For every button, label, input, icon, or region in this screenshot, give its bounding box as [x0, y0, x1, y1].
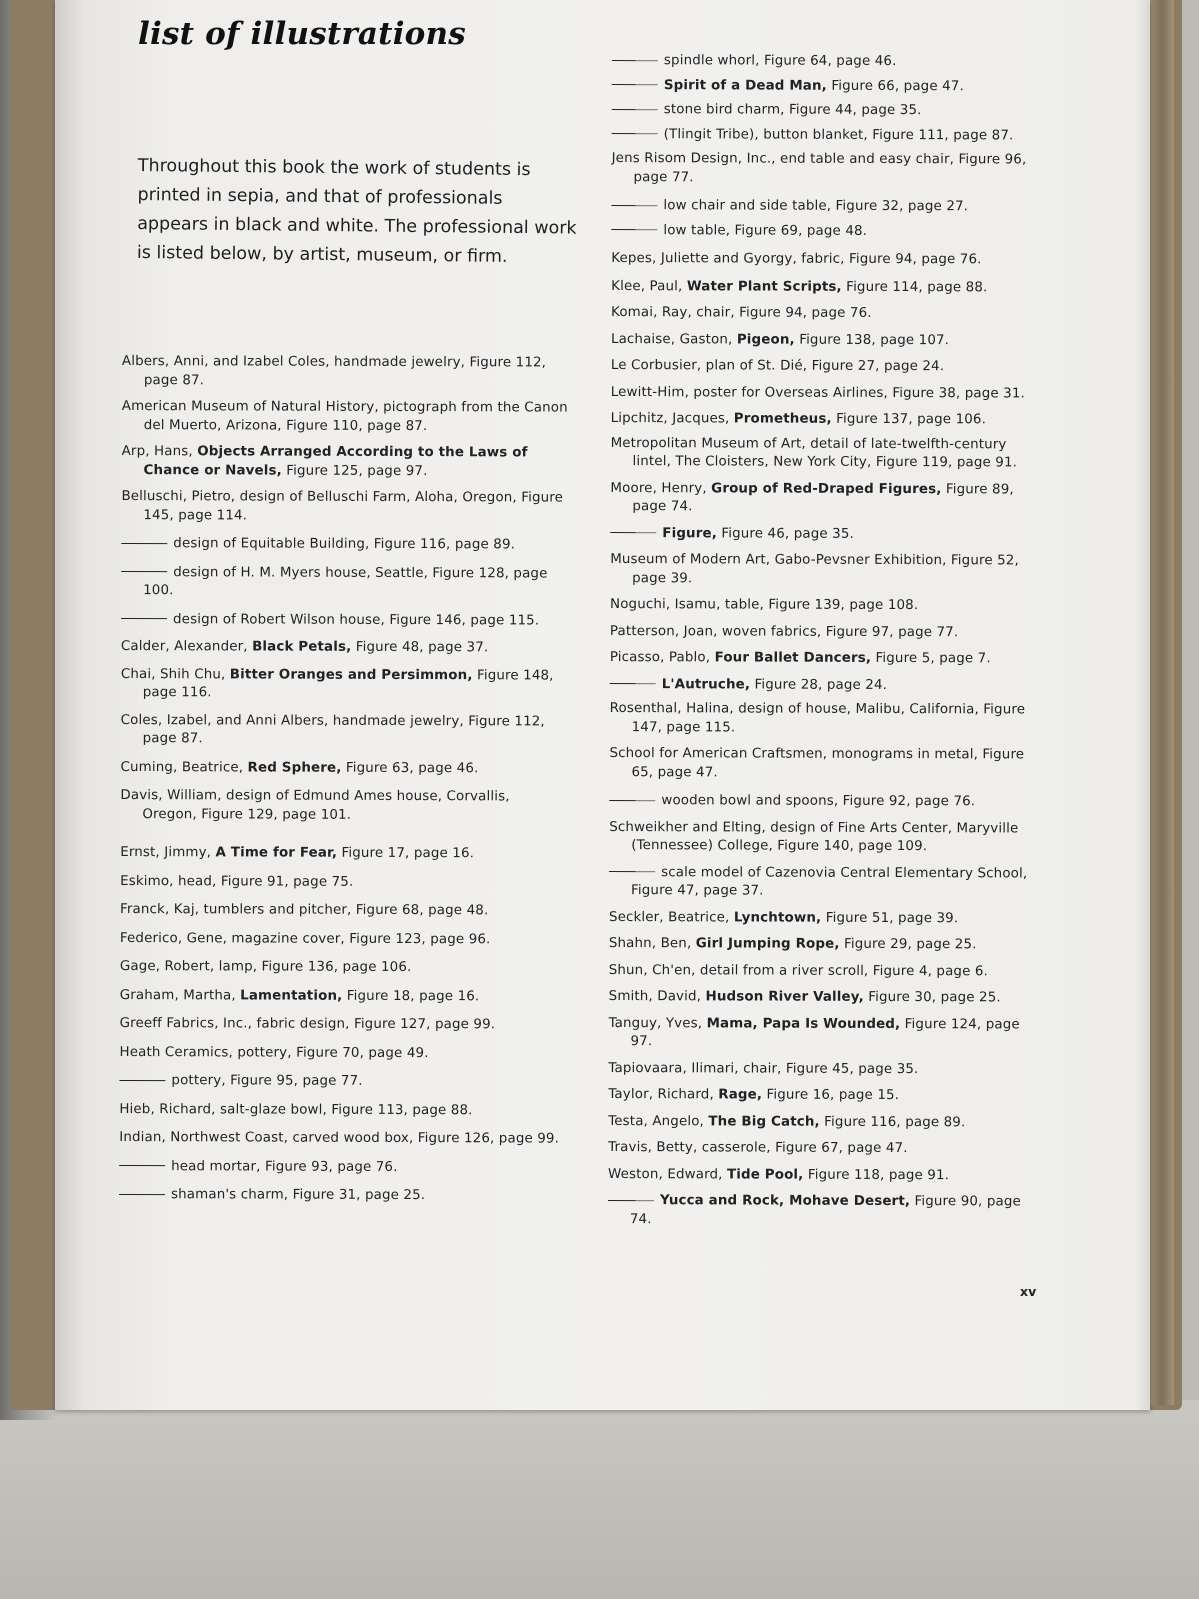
- entry-plain-text: Lewitt-Him, poster for Overseas Airlines, Figure 38, page 31.: [610, 384, 1025, 401]
- entry-reference: Figure 148, page 116.: [142, 667, 554, 701]
- list-item: [611, 250, 1043, 270]
- entry-plain-text: Kepes, Juliette and Gyorgy, fabric, Figure 94, page 76.: [611, 250, 982, 268]
- list-item: [608, 1139, 1040, 1159]
- entry-reference: Figure 16, page 15.: [762, 1087, 900, 1104]
- work-title: Prometheus,: [733, 411, 832, 427]
- entry-text: [611, 330, 1043, 350]
- book-spine-edge: [1150, 0, 1174, 1405]
- entry-text: [611, 221, 1043, 241]
- ditto-rule: [612, 84, 658, 85]
- list-item: [121, 638, 569, 658]
- list-item: [609, 818, 1041, 857]
- entry-plain-text: Tapiovaara, Ilimari, chair, Figure 45, page 35.: [608, 1060, 919, 1077]
- entry-plain-text: Eskimo, head, Figure 91, page 75.: [120, 873, 354, 890]
- work-title: Red Sphere,: [247, 759, 342, 776]
- list-item: [611, 410, 1043, 430]
- list-item: [608, 1165, 1040, 1185]
- entry-reference: Figure 48, page 37.: [351, 639, 489, 656]
- work-title: Lamentation,: [240, 987, 343, 1004]
- list-item: [612, 150, 1044, 189]
- entry-text: [610, 524, 1042, 544]
- list-item: [611, 197, 1043, 217]
- entry-text: [610, 675, 1042, 695]
- list-item: [119, 1072, 567, 1092]
- entry-text: [611, 197, 1043, 217]
- list-item: [121, 610, 569, 630]
- entry-text: [119, 1072, 567, 1092]
- entry-text: [119, 1157, 567, 1177]
- entry-plain-text: Smith, David,: [608, 988, 706, 1005]
- list-item: [608, 1112, 1040, 1132]
- entry-text: [119, 1186, 567, 1206]
- work-title: Mama, Papa Is Wounded,: [706, 1015, 901, 1032]
- entry-text: [120, 844, 568, 864]
- entry-plain-text: Franck, Kaj, tumblers and pitcher, Figure 68, page 48.: [120, 901, 489, 919]
- ditto-rule: [609, 871, 655, 872]
- entry-text: [119, 1043, 567, 1063]
- list-item: [609, 745, 1041, 784]
- entry-text: [120, 787, 568, 826]
- entry-text: [120, 958, 568, 978]
- entry-text: [611, 277, 1043, 297]
- intro-paragraph: Throughout this book the work of students is printed in sepia, and that of professionals appears in black and white. The professional work is listed below, by artist, museum, or firm.: [136, 155, 577, 267]
- ditto-rule: [119, 1193, 165, 1194]
- ditto-rule: [610, 532, 656, 533]
- entry-text: [610, 649, 1042, 669]
- entry-text: [610, 622, 1042, 642]
- ditto-rule: [610, 683, 656, 684]
- list-item: [119, 1043, 567, 1063]
- entry-text: [612, 101, 1044, 121]
- entry-plain-text: shaman's charm, Figure 31, page 25.: [171, 1187, 426, 1204]
- list-item: [120, 758, 568, 778]
- list-item: [122, 353, 570, 392]
- entry-plain-text: pottery, Figure 95, page 77.: [171, 1073, 363, 1089]
- list-item: [609, 988, 1041, 1008]
- list-item: [611, 277, 1043, 297]
- list-item: [609, 908, 1041, 928]
- list-item: [608, 1014, 1040, 1053]
- entry-plain-text: Gage, Robert, lamp, Figure 136, page 106.: [119, 958, 412, 976]
- entry-text: [609, 818, 1041, 857]
- entry-text: [611, 304, 1043, 324]
- entry-plain-text: Schweikher and Elting, design of Fine Arts Center, Maryville (Tennessee) College, Figure 140, page 109.: [609, 819, 1019, 855]
- entry-plain-text: Taylor, Richard,: [608, 1086, 719, 1103]
- list-item: [122, 398, 570, 437]
- entry-plain-text: Greeff Fabrics, Inc., fabric design, Figure 127, page 99.: [119, 1015, 496, 1033]
- entry-text: [612, 52, 1044, 72]
- work-title: Water Plant Scripts,: [686, 278, 842, 295]
- entry-reference: Figure 63, page 46.: [341, 760, 479, 776]
- entry-text: [608, 1192, 1040, 1231]
- entry-plain-text: Picasso, Pablo,: [609, 649, 715, 666]
- entry-reference: Figure 114, page 88.: [841, 279, 988, 295]
- entry-text: [608, 1112, 1040, 1132]
- list-item: [609, 863, 1041, 902]
- entry-text: [119, 1129, 567, 1149]
- entry-reference: Figure 66, page 47.: [826, 78, 964, 94]
- entry-reference: Figure 124, page 97.: [630, 1016, 1020, 1050]
- entry-plain-text: Chai, Shih Chu,: [120, 666, 230, 682]
- entry-text: [608, 1014, 1040, 1053]
- list-item: [608, 1192, 1040, 1231]
- work-title: Lynchtown,: [733, 909, 822, 926]
- work-title: A Time for Fear,: [215, 845, 338, 861]
- entry-plain-text: design of H. M. Myers house, Seattle, Figure 128, page 100.: [143, 564, 548, 599]
- list-item: [611, 434, 1043, 473]
- work-title: L'Autruche,: [661, 676, 751, 692]
- entry-reference: Figure 137, page 106.: [831, 411, 987, 428]
- entry-plain-text: School for American Craftsmen, monograms in metal, Figure 65, page 47.: [609, 745, 1025, 780]
- ditto-rule: [612, 59, 658, 60]
- entry-plain-text: wooden bowl and spoons, Figure 92, page 76.: [661, 793, 976, 810]
- table-surface: [0, 1400, 1199, 1599]
- list-item: [612, 76, 1044, 96]
- ditto-rule: [121, 542, 167, 543]
- list-item: [121, 711, 569, 750]
- entry-plain-text: Le Corbusier, plan of St. Dié, Figure 27, page 24.: [610, 357, 945, 375]
- work-title: Figure,: [662, 525, 718, 541]
- entry-plain-text: Federico, Gene, magazine cover, Figure 123, page 96.: [119, 930, 491, 947]
- entry-plain-text: Noguchi, Isamu, table, Figure 139, page 108.: [610, 596, 919, 614]
- list-item: [609, 792, 1041, 812]
- list-item: [121, 488, 569, 527]
- page-title: list of illustrations: [138, 16, 466, 52]
- entry-text: [611, 250, 1043, 270]
- entry-plain-text: Klee, Paul,: [611, 278, 687, 294]
- entry-plain-text: Hieb, Richard, salt-glaze bowl, Figure 113, page 88.: [119, 1101, 473, 1118]
- entry-plain-text: Calder, Alexander,: [120, 638, 253, 655]
- entry-plain-text: Testa, Angelo,: [608, 1113, 709, 1129]
- entry-plain-text: Komai, Ray, chair, Figure 94, page 76.: [611, 304, 872, 321]
- ditto-rule: [611, 204, 657, 205]
- entry-plain-text: Davis, William, design of Edmund Ames house, Corvallis, Oregon, Figure 129, page 101.: [120, 787, 510, 823]
- entry-plain-text: head mortar, Figure 93, page 76.: [171, 1158, 398, 1175]
- entry-text: [610, 479, 1042, 518]
- entry-plain-text: stone bird charm, Figure 44, page 35.: [663, 102, 922, 119]
- list-item: [609, 935, 1041, 955]
- entry-text: [610, 700, 1042, 739]
- list-item: [120, 986, 568, 1006]
- list-item: [119, 1129, 567, 1149]
- entry-plain-text: Cuming, Beatrice,: [120, 759, 248, 775]
- entry-text: [119, 1100, 567, 1120]
- entry-plain-text: Heath Ceramics, pottery, Figure 70, page 49.: [119, 1044, 429, 1061]
- entry-plain-text: design of Robert Wilson house, Figure 146, page 115.: [173, 611, 540, 628]
- entry-text: [610, 596, 1042, 616]
- list-item: [610, 524, 1042, 544]
- entry-text: [609, 745, 1041, 784]
- entry-reference: Figure 5, page 7.: [871, 650, 991, 667]
- entry-plain-text: Tanguy, Yves,: [608, 1015, 707, 1031]
- entry-plain-text: low chair and side table, Figure 32, page 27.: [663, 198, 969, 215]
- entry-text: [609, 988, 1041, 1008]
- work-title: Group of Red-Draped Figures,: [711, 480, 942, 497]
- entry-plain-text: American Museum of Natural History, pictograph from the Canon del Muerto, Arizona, Figure 110, page 87.: [121, 398, 568, 434]
- ditto-rule: [612, 133, 658, 134]
- list-item: [610, 675, 1042, 695]
- entry-text: [608, 1139, 1040, 1159]
- entry-reference: Figure 29, page 25.: [839, 936, 977, 953]
- illustration-list-right: [608, 44, 1044, 1231]
- entry-text: [120, 872, 568, 892]
- entry-text: [611, 357, 1043, 377]
- entry-plain-text: Seckler, Beatrice,: [608, 909, 734, 925]
- entry-plain-text: Metropolitan Museum of Art, detail of late-twelfth-century lintel, The Cloisters, New York City, Figure 119, page 91.: [610, 435, 1018, 471]
- entry-plain-text: Graham, Martha,: [119, 987, 241, 1003]
- entry-plain-text: Shahn, Ben,: [608, 935, 696, 952]
- entry-text: [120, 986, 568, 1006]
- entry-plain-text: Travis, Betty, casserole, Figure 67, page 47.: [608, 1139, 908, 1157]
- entry-text: [120, 1015, 568, 1035]
- list-item: [610, 551, 1042, 590]
- list-item: [612, 52, 1044, 72]
- list-item: [611, 383, 1043, 403]
- entry-plain-text: Rosenthal, Halina, design of house, Malibu, California, Figure 147, page 115.: [609, 700, 1026, 735]
- entry-text: [121, 610, 569, 630]
- entry-text: [120, 901, 568, 921]
- entry-plain-text: scale model of Cazenovia Central Elementary School, Figure 47, page 37.: [631, 864, 1028, 899]
- entry-text: [122, 353, 570, 392]
- entry-reference: Figure 138, page 107.: [794, 332, 950, 348]
- list-item: [608, 1059, 1040, 1079]
- entry-plain-text: Ernst, Jimmy,: [120, 844, 216, 861]
- list-item: [120, 844, 568, 864]
- entry-text: [608, 1059, 1040, 1079]
- work-title: The Big Catch,: [708, 1113, 820, 1130]
- list-item: [610, 700, 1042, 739]
- entry-text: [122, 443, 570, 482]
- entry-reference: Figure 89, page 74.: [632, 481, 1014, 515]
- list-item: [610, 596, 1042, 616]
- list-item: [612, 101, 1044, 121]
- work-title: Tide Pool,: [726, 1166, 804, 1183]
- entry-text: [608, 1165, 1040, 1185]
- entry-plain-text: Lipchitz, Jacques,: [610, 410, 734, 427]
- entry-plain-text: low table, Figure 69, page 48.: [663, 222, 868, 239]
- entry-reference: Figure 46, page 35.: [716, 525, 854, 542]
- entry-plain-text: Patterson, Joan, woven fabrics, Figure 97, page 77.: [609, 623, 959, 640]
- entry-reference: Figure 18, page 16.: [342, 988, 480, 1004]
- list-item: [611, 304, 1043, 324]
- entry-text: [611, 410, 1043, 430]
- entry-plain-text: (Tlingit Tribe), button blanket, Figure 111, page 87.: [663, 126, 1014, 143]
- ditto-rule: [119, 1079, 165, 1080]
- entry-plain-text: design of Equitable Building, Figure 116, page 89.: [173, 536, 516, 553]
- list-item: [608, 1086, 1040, 1106]
- work-title: Yucca and Rock, Mohave Desert,: [659, 1193, 911, 1210]
- entry-text: [121, 638, 569, 658]
- list-item: [120, 787, 568, 826]
- entry-reference: Figure 17, page 16.: [337, 845, 475, 862]
- work-title: Spirit of a Dead Man,: [663, 77, 827, 94]
- entry-text: [609, 961, 1041, 981]
- list-item: [120, 1015, 568, 1035]
- entry-text: [612, 76, 1044, 96]
- entry-plain-text: Moore, Henry,: [610, 480, 712, 496]
- entry-reference: Figure 51, page 39.: [821, 910, 959, 926]
- ditto-rule: [121, 618, 167, 619]
- work-title: Rage,: [718, 1087, 763, 1103]
- ditto-rule: [608, 1199, 654, 1200]
- entry-text: [121, 711, 569, 750]
- list-item: [120, 958, 568, 978]
- list-item: [611, 330, 1043, 350]
- entry-text: [121, 488, 569, 527]
- list-item: [610, 622, 1042, 642]
- entry-plain-text: Shun, Ch'en, detail from a river scroll, Figure 4, page 6.: [608, 962, 988, 979]
- list-item: [120, 901, 568, 921]
- entry-reference: Figure 30, page 25.: [863, 989, 1001, 1006]
- work-title: Girl Jumping Rope,: [695, 936, 840, 952]
- list-item: [122, 443, 570, 482]
- entry-text: [120, 758, 568, 778]
- work-title: Hudson River Valley,: [705, 989, 864, 1005]
- entry-text: [121, 535, 569, 555]
- list-item: [610, 479, 1042, 518]
- entry-plain-text: Arp, Hans,: [121, 443, 198, 460]
- entry-text: [611, 383, 1043, 403]
- entry-reference: Figure 28, page 24.: [750, 676, 888, 693]
- work-title: Bitter Oranges and Persimmon,: [229, 666, 473, 683]
- entry-plain-text: Belluschi, Pietro, design of Belluschi Farm, Aloha, Oregon, Figure 145, page 114.: [121, 488, 564, 523]
- entry-text: [611, 434, 1043, 473]
- entry-reference: Figure 118, page 91.: [803, 1167, 950, 1183]
- ditto-rule: [612, 108, 658, 109]
- list-item: [121, 563, 569, 602]
- entry-text: [609, 908, 1041, 928]
- ditto-rule: [609, 799, 655, 800]
- entry-text: [612, 125, 1044, 145]
- work-title: Objects Arranged According to the Laws of Chance or Navels,: [143, 444, 528, 479]
- page-number: xv: [1020, 1284, 1037, 1299]
- list-item: [611, 357, 1043, 377]
- list-item: [119, 1157, 567, 1177]
- ditto-rule: [611, 229, 657, 230]
- entry-text: [609, 935, 1041, 955]
- list-item: [612, 125, 1044, 145]
- ditto-rule: [121, 571, 167, 572]
- entry-text: [609, 792, 1041, 812]
- work-title: Four Ballet Dancers,: [714, 650, 872, 666]
- entry-plain-text: Indian, Northwest Coast, carved wood box, Figure 126, page 99.: [119, 1129, 560, 1147]
- entry-plain-text: Lachaise, Gaston,: [610, 331, 737, 347]
- list-item: [119, 1186, 567, 1206]
- entry-plain-text: Albers, Anni, and Izabel Coles, handmade jewelry, Figure 112, page 87.: [121, 353, 547, 388]
- illustration-list-left: [119, 345, 570, 1206]
- list-item: [610, 649, 1042, 669]
- work-title: Black Petals,: [252, 639, 352, 655]
- entry-plain-text: Museum of Modern Art, Gabo-Pevsner Exhibition, Figure 52, page 39.: [610, 551, 1019, 586]
- entry-text: [608, 1086, 1040, 1106]
- list-item: [120, 872, 568, 892]
- entry-reference: Figure 116, page 89.: [819, 1114, 966, 1130]
- entry-plain-text: spindle whorl, Figure 64, page 46.: [663, 53, 897, 69]
- work-title: Pigeon,: [736, 331, 795, 348]
- list-item: [121, 535, 569, 555]
- ditto-rule: [119, 1165, 165, 1166]
- list-item: [119, 1100, 567, 1120]
- entry-text: [609, 863, 1041, 902]
- entry-plain-text: Coles, Izabel, and Anni Albers, handmade jewelry, Figure 112, page 87.: [120, 712, 545, 747]
- list-item: [609, 961, 1041, 981]
- list-item: [611, 221, 1043, 241]
- entry-text: [121, 563, 569, 602]
- list-item: [120, 929, 568, 949]
- entry-text: [121, 665, 569, 704]
- entry-reference: Figure 125, page 97.: [281, 463, 428, 479]
- entry-text: [122, 398, 570, 437]
- entry-reference: Figure 90, page 74.: [629, 1194, 1021, 1227]
- entry-text: [610, 551, 1042, 590]
- entry-plain-text: Jens Risom Design, Inc., end table and easy chair, Figure 96, page 77.: [611, 150, 1027, 185]
- entry-text: [120, 929, 568, 949]
- entry-plain-text: Weston, Edward,: [608, 1166, 728, 1182]
- list-item: [121, 665, 569, 704]
- entry-text: [612, 150, 1044, 189]
